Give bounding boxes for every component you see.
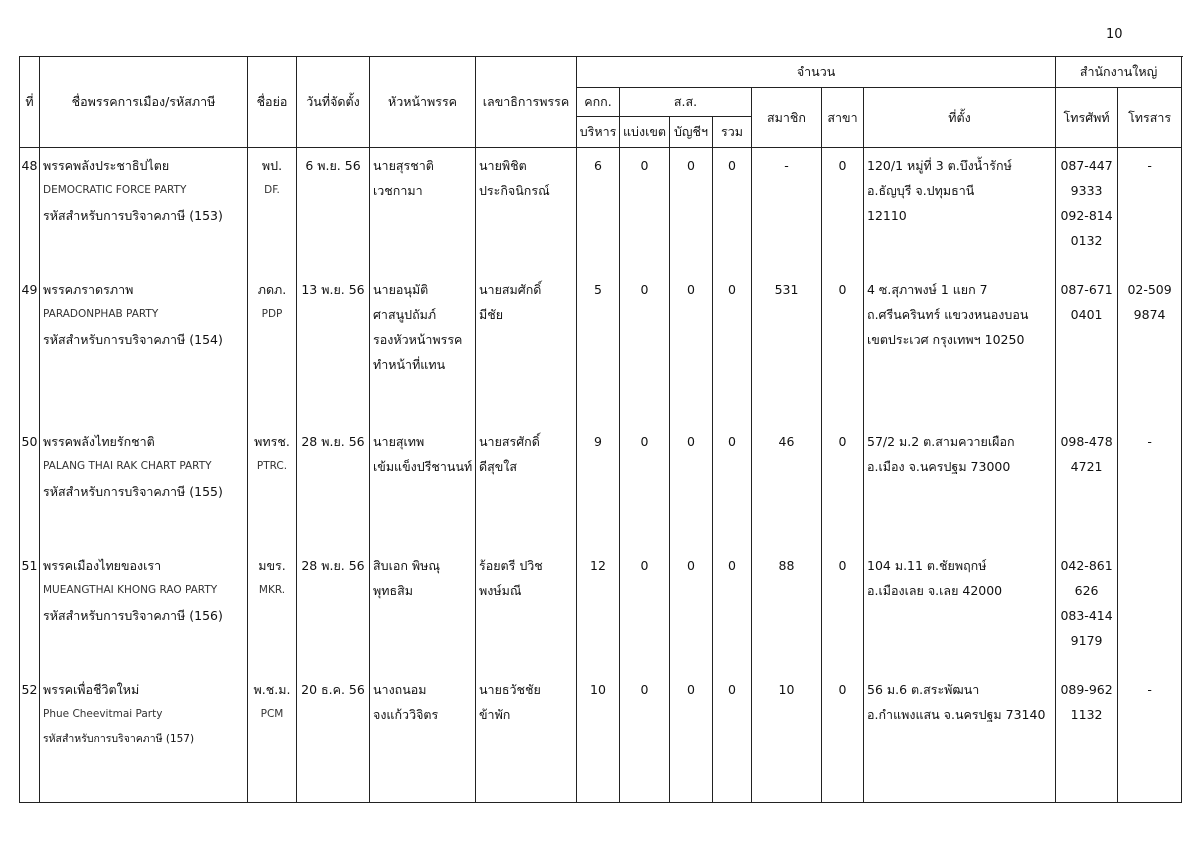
party-name-cell (40, 148, 248, 272)
abbr-th: พ.ช.ม. (253, 681, 291, 697)
party-name-cell (40, 424, 248, 548)
abbr-th: ภดภ. (257, 281, 287, 297)
committee-count: 12 (577, 548, 620, 672)
table-row (20, 148, 1182, 272)
party-name-cell (40, 548, 248, 672)
row-no: 49 (20, 272, 40, 424)
abbr-cell (248, 424, 297, 548)
members-count: 46 (752, 424, 822, 548)
hq-address: 57/2 ม.2 ต.สามควายเผือก อ.เมือง จ.นครปฐม 73000 (864, 424, 1056, 548)
mp-district-count: 0 (620, 548, 670, 672)
party-name-th: พรรคเมืองไทยของเรา (43, 557, 162, 573)
header-secretary: เลขาธิการพรรค (476, 57, 577, 148)
hq-phone: 087-447 9333 092-814 0132 (1056, 148, 1118, 272)
abbr-cell (248, 548, 297, 672)
abbr-th: มขร. (258, 557, 286, 573)
tax-code: รหัสสำหรับการบริจาคภาษี (156) (43, 607, 223, 623)
party-registry-table (19, 56, 1182, 803)
mp-list-count: 0 (670, 424, 713, 548)
abbr-en: PTRC. (256, 459, 288, 472)
mp-total-count: 0 (713, 148, 752, 272)
secretary-name: ร้อยตรี ปวิช พงษ์มณี (476, 548, 577, 672)
tax-code: รหัสสำหรับการบริจาคภาษี (153) (43, 208, 223, 223)
hq-fax: 02-509 9874 (1118, 272, 1182, 424)
header-mp-district: แบ่งเขต (620, 117, 670, 148)
table-row (20, 548, 1182, 672)
mp-total-count: 0 (713, 424, 752, 548)
header-phone: โทรศัพท์ (1056, 88, 1118, 148)
table-row (20, 672, 1182, 803)
branches-count: 0 (822, 424, 864, 548)
members-count: 531 (752, 272, 822, 424)
hq-phone: 089-962 1132 (1056, 672, 1118, 803)
hq-fax: - (1118, 424, 1182, 548)
leader-name: นางถนอม จงแก้ววิจิตร (370, 672, 476, 803)
leader-name: สิบเอก พิษณุ พุทธสิม (370, 548, 476, 672)
row-no: 48 (20, 148, 40, 272)
committee-count: 5 (577, 272, 620, 424)
secretary-name: นายสรศักดิ์ ดีสุขใส (476, 424, 577, 548)
tax-code: รหัสสำหรับการบริจาคภาษี (155) (43, 483, 223, 499)
hq-phone: 042-861 626 083-414 9179 (1056, 548, 1118, 672)
hq-address: 4 ซ.สุภาพงษ์ 1 แยก 7 ถ.ศรีนครินทร์ แขวงหนองบอน เขตประเวศ กรุงเทพฯ 10250 (864, 272, 1056, 424)
founded-date: 6 พ.ย. 56 (297, 148, 370, 272)
party-name-th: พรรคพลังประชาธิปไตย (43, 158, 170, 173)
committee-count: 10 (577, 672, 620, 803)
mp-district-count: 0 (620, 672, 670, 803)
party-name-cell (40, 272, 248, 424)
hq-phone: 087-671 0401 (1056, 272, 1118, 424)
mp-list-count: 0 (670, 272, 713, 424)
party-name-th: พรรคภราดรภาพ (43, 281, 134, 297)
header-committee-top: คกก. (577, 88, 620, 117)
header-founded: วันที่จัดตั้ง (297, 57, 370, 148)
abbr-en: PCM (260, 707, 284, 720)
leader-name: นายสุรชาติ เวชกามา (370, 148, 476, 272)
mp-district-count: 0 (620, 148, 670, 272)
founded-date: 13 พ.ย. 56 (297, 272, 370, 424)
header-hq-group: สำนักงานใหญ่ (1056, 57, 1182, 88)
header-no: ที่ (20, 57, 40, 148)
table-row (20, 272, 1182, 424)
founded-date: 28 พ.ย. 56 (297, 548, 370, 672)
hq-address: 120/1 หมู่ที่ 3 ต.บึงน้ำรักษ์ อ.ธัญบุรี จ.ปทุมธานี 12110 (864, 148, 1056, 272)
mp-total-count: 0 (713, 272, 752, 424)
mp-list-count: 0 (670, 148, 713, 272)
abbr-en: MKR. (258, 583, 286, 596)
party-name-en: Phue Cheevitmai Party (43, 707, 163, 720)
mp-total-count: 0 (713, 672, 752, 803)
founded-date: 28 พ.ย. 56 (297, 424, 370, 548)
tax-code: รหัสสำหรับการบริจาคภาษี (157) (43, 732, 195, 745)
header-members: สมาชิก (752, 88, 822, 148)
header-mp-group: ส.ส. (620, 88, 752, 117)
hq-address: 56 ม.6 ต.สระพัฒนา อ.กำแพงแสน จ.นครปฐม 73140 (864, 672, 1056, 803)
committee-count: 9 (577, 424, 620, 548)
header-branches: สาขา (822, 88, 864, 148)
header-abbr: ชื่อย่อ (248, 57, 297, 148)
branches-count: 0 (822, 272, 864, 424)
secretary-name: นายสมศักดิ์ มีชัย (476, 272, 577, 424)
abbr-en: PDP (261, 307, 283, 320)
abbr-cell (248, 148, 297, 272)
branches-count: 0 (822, 548, 864, 672)
abbr-th: พป. (261, 158, 283, 173)
hq-address: 104 ม.11 ต.ชัยพฤกษ์ อ.เมืองเลย จ.เลย 42000 (864, 548, 1056, 672)
members-count: 10 (752, 672, 822, 803)
hq-fax: - (1118, 148, 1182, 272)
abbr-en: DF. (264, 184, 280, 196)
hq-fax (1118, 548, 1182, 672)
mp-list-count: 0 (670, 548, 713, 672)
page-number: 10 (1106, 27, 1123, 42)
mp-district-count: 0 (620, 424, 670, 548)
party-name-en: PALANG THAI RAK CHART PARTY (43, 459, 212, 472)
row-no: 50 (20, 424, 40, 548)
members-count: - (752, 148, 822, 272)
party-name-en: PARADONPHAB PARTY (43, 307, 159, 320)
leader-name: นายอนุมัติ ศาสนูปถัมภ์ รองหัวหน้าพรรค ทำหน้าที่แทน (370, 272, 476, 424)
mp-list-count: 0 (670, 672, 713, 803)
header-committee-bottom: บริหาร (577, 117, 620, 148)
mp-district-count: 0 (620, 272, 670, 424)
party-name-en: DEMOCRATIC FORCE PARTY (43, 184, 187, 196)
mp-total-count: 0 (713, 548, 752, 672)
leader-name: นายสุเทพ เข้มแข็งปรีชานนท์ (370, 424, 476, 548)
hq-phone: 098-478 4721 (1056, 424, 1118, 548)
header-mp-total: รวม (713, 117, 752, 148)
tax-code: รหัสสำหรับการบริจาคภาษี (154) (43, 331, 223, 347)
header-leader: หัวหน้าพรรค (370, 57, 476, 148)
secretary-name: นายธวัชชัย ข้าพัก (476, 672, 577, 803)
table-row (20, 424, 1182, 548)
abbr-cell (248, 272, 297, 424)
party-name-en: MUEANGTHAI KHONG RAO PARTY (43, 583, 218, 596)
header-mp-list: บัญชีฯ (670, 117, 713, 148)
branches-count: 0 (822, 672, 864, 803)
header-fax: โทรสาร (1118, 88, 1182, 148)
abbr-cell (248, 672, 297, 803)
header-party-name: ชื่อพรรคการเมือง/รหัสภาษี (40, 57, 248, 148)
party-name-th: พรรคพลังไทยรักชาติ (43, 433, 155, 449)
row-no: 51 (20, 548, 40, 672)
committee-count: 6 (577, 148, 620, 272)
secretary-name: นายพิชิต ประกิจนิกรณ์ (476, 148, 577, 272)
members-count: 88 (752, 548, 822, 672)
party-name-th: พรรคเพื่อชีวิตใหม่ (43, 681, 140, 697)
founded-date: 20 ธ.ค. 56 (297, 672, 370, 803)
abbr-th: พทรช. (254, 433, 290, 449)
header-address: ที่ตั้ง (864, 88, 1056, 148)
party-name-cell (40, 672, 248, 803)
branches-count: 0 (822, 148, 864, 272)
hq-fax: - (1118, 672, 1182, 803)
row-no: 52 (20, 672, 40, 803)
header-count-group: จำนวน (577, 57, 1056, 88)
